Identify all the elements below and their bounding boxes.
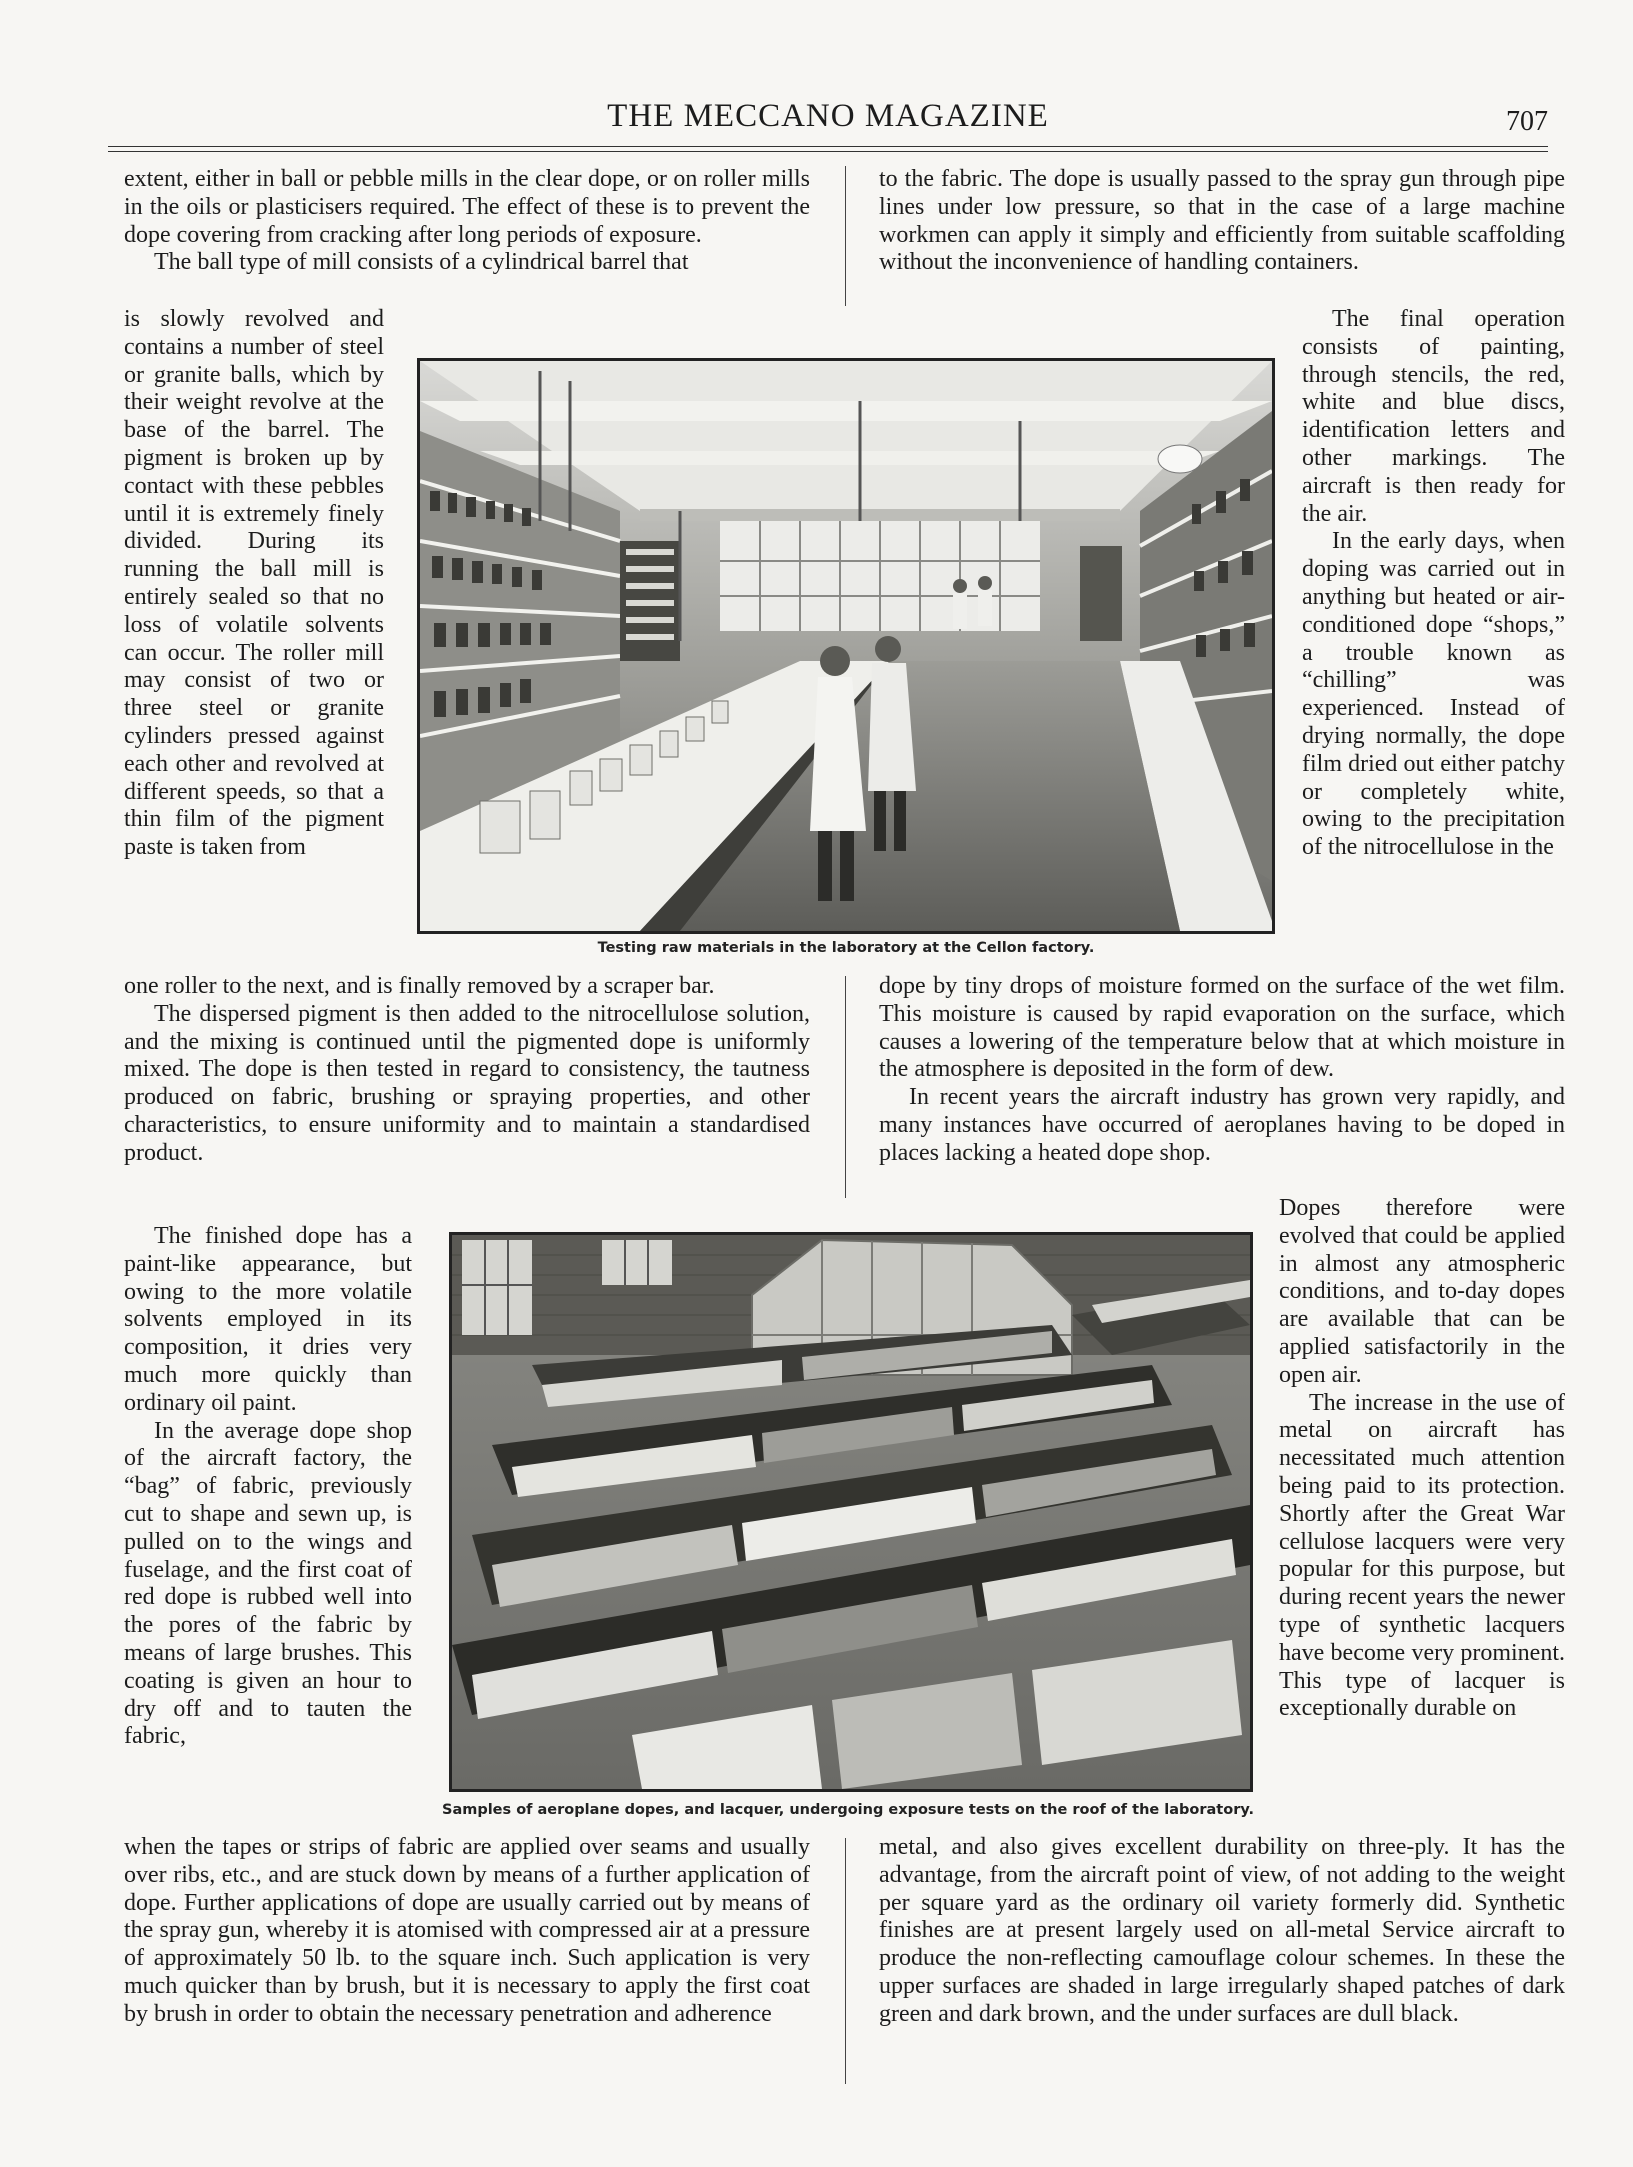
paragraph: In the average dope shop of the aircraft factory, the “bag” of fabric, previously cut to shape and sewn up, is pulled on to the wings and fuselage, and the first coat of red dope is rubbed well into the pores of the fabric by means of large brushes. This coating is given an hour to dry off and to tauten the fabric, [124, 1417, 412, 1750]
paragraph: when the tapes or strips of fabric are applied over seams and usually over ribs, etc., and are stuck down by means of a further application of dope. Further applications of dope are usually carried out by means of the spray gun, whereby it is atomised with compressed air at a pressure of approximately 50 lb. to the square inch. Such application is very much quicker than by brush, but it is necessary to apply the first coat by brush in order to obtain the necessary penetration and adherence [124, 1834, 810, 2027]
magazine-title: THE MECCANO MAGAZINE [607, 98, 1049, 134]
paragraph: The dispersed pigment is then added to the nitrocellulose solution, and the mixing is continued until the pigmented dope is uniformly mixed. The dope is then tested in regard to consistency, the tautness produced on fabric, brushing or spraying properties, and other characteristics, to ensure uniformity and to maintain a standardised product. [124, 1000, 810, 1166]
paragraph: In recent years the aircraft industry has grown very rapidly, and many instances have occurred of aeroplanes having to be doped in places lacking a heated dope shop. [879, 1084, 1565, 1166]
left-column-narrow-1 [124, 306, 384, 862]
paragraph: metal, and also gives excellent durability on three-ply. It has the advantage, from the aircraft point of view, of not adding to the weight per square yard as the ordinary oil variety formerly did. Synthetic finishes are at present largely used on all-metal Service aircraft to produce the non-reflecting camouflage colour schemes. In these the upper surfaces are shaded in large irregularly shaped patches of dark green and dark brown, and the under surfaces are dull black. [879, 1834, 1565, 2027]
paragraph: is slowly revolved and contains a number of steel or granite balls, which by their weight revolve at the base of the barrel. The pigment is broken up by contact with these pebbles until it is extremely finely divided. During its running the ball mill is entirely sealed so that no loss of volatile solvents can occur. The roller mill may consist of two or three steel or granite cylinders pressed against each other and revolved at different speeds, so that a thin film of the pigment paste is taken from [124, 306, 384, 861]
left-column-top [124, 166, 810, 277]
right-column-bottom [879, 1834, 1565, 2029]
paragraph: In the early days, when doping was carried out in anything but heated or air-conditioned dope “shops,” a trouble known as “chilling” was experienced. Instead of drying normally, the dope film dried out either patchy or completely white, owing to the precipitation of the nitrocellulose in the [1302, 528, 1565, 861]
left-column-bottom [124, 1834, 810, 2029]
paragraph: The ball type of mill consists of a cylindrical barrel that [154, 249, 689, 276]
paragraph: to the fabric. The dope is usually passed to the spray gun through pipe lines under low pressure, so that in the case of a large machine workmen can apply it simply and efficiently from suitable scaffolding without the inconvenience of handling containers. [879, 166, 1565, 276]
right-column-mid [879, 973, 1565, 1168]
left-column-narrow-2 [124, 1223, 412, 1751]
column-divider [845, 976, 846, 1198]
paragraph: one roller to the next, and is finally removed by a scraper bar. [124, 973, 715, 999]
laboratory-photo [417, 358, 1275, 934]
roof-exposure-photo-caption: Samples of aeroplane dopes, and lacquer, undergoing exposure tests on the roof of the laboratory. [442, 1802, 1254, 1818]
column-divider [845, 166, 846, 306]
header-rule-double [108, 151, 1548, 152]
roof-exposure-photo [449, 1232, 1253, 1792]
paragraph: The increase in the use of metal on aircraft has necessitated much attention being paid to its protection. Shortly after the Great War cellulose lacquers were very popular for this purpose, but during recent years the newer type of synthetic lacquers have become very prominent. This type of lacquer is exceptionally durable on [1279, 1389, 1565, 1722]
right-column-top [879, 166, 1565, 277]
masthead [108, 96, 1548, 140]
paragraph: The finished dope has a paint-like appearance, but owing to the more volatile solvents employed in its composition, it dries very much more quickly than ordinary oil paint. [124, 1223, 412, 1416]
laboratory-photo-caption: Testing raw materials in the laboratory at the Cellon factory. [597, 940, 1095, 956]
right-column-narrow-2 [1279, 1195, 1565, 1723]
right-column-narrow-1 [1302, 306, 1565, 862]
paragraph: extent, either in ball or pebble mills in the clear dope, or on roller mills in the oils or plasticisers required. The effect of these is to prevent the dope covering from cracking after long periods of exposure. [124, 166, 810, 248]
paragraph: The final operation consists of painting, through stencils, the red, white and blue discs, identification letters and other markings. The aircraft is then ready for the air. [1302, 306, 1565, 527]
page-number: 707 [1506, 106, 1548, 137]
left-column-mid [124, 973, 810, 1168]
paragraph: Dopes therefore were evolved that could be applied in almost any atmospheric conditions, and to-day dopes are available that can be applied satisfactorily in the open air. [1279, 1195, 1565, 1388]
paragraph: dope by tiny drops of moisture formed on the surface of the wet film. This moisture is caused by rapid evaporation on the surface, which causes a lowering of the temperature below that at which moisture in the atmosphere is deposited in the form of dew. [879, 973, 1565, 1083]
column-divider [845, 1838, 846, 2084]
header-rule [108, 146, 1548, 147]
